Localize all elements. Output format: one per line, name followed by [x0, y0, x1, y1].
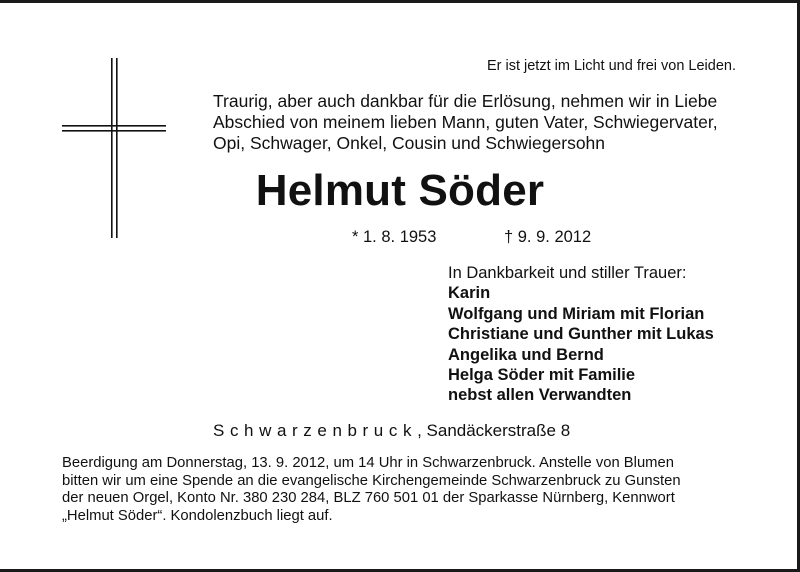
mourner: Helga Söder mit Familie: [448, 366, 636, 385]
intro-text: [213, 91, 718, 154]
motto: Er ist jetzt im Licht und frei von Leiden.: [486, 58, 736, 74]
mourners-intro: In Dankbarkeit und stiller Trauer:: [448, 264, 687, 282]
address-place: Schwarzenbruck: [213, 421, 418, 440]
funeral-line: bitten wir um eine Spende an die evangelische Kirchengemeinde Schwarzenbruck zu Gunsten: [62, 472, 681, 489]
birth-date: * 1. 8. 1953: [352, 228, 437, 246]
funeral-details: [62, 455, 742, 525]
address: [213, 421, 570, 441]
address-street: , Sandäckerstraße 8: [417, 421, 571, 440]
intro-line: Abschied von meinem lieben Mann, guten Vater, Schwiegervater,: [213, 112, 718, 132]
mourner: Wolfgang und Miriam mit Florian: [448, 304, 705, 323]
death-date: † 9. 9. 2012: [504, 228, 592, 246]
mourner: Angelika und Bernd: [448, 345, 604, 364]
mourner: Christiane und Gunther mit Lukas: [448, 325, 714, 344]
funeral-line: „Helmut Söder“. Kondolenzbuch liegt auf.: [62, 507, 333, 524]
funeral-line: Beerdigung am Donnerstag, 13. 9. 2012, um 14 Uhr in Schwarzenbruck. Anstelle von Blumen: [62, 455, 674, 471]
funeral-line: der neuen Orgel, Konto Nr. 380 230 284, BLZ 760 501 01 der Sparkasse Nürnberg, Kennwort: [62, 490, 675, 506]
intro-line: Traurig, aber auch dankbar für die Erlösung, nehmen wir in Liebe: [213, 91, 718, 111]
mourners-block: [448, 263, 714, 406]
mourner: Karin: [448, 284, 491, 303]
mourner: nebst allen Verwandten: [448, 386, 632, 405]
intro-line: Opi, Schwager, Onkel, Cousin und Schwiegersohn: [213, 133, 606, 153]
deceased-name: Helmut Söder: [255, 166, 545, 215]
